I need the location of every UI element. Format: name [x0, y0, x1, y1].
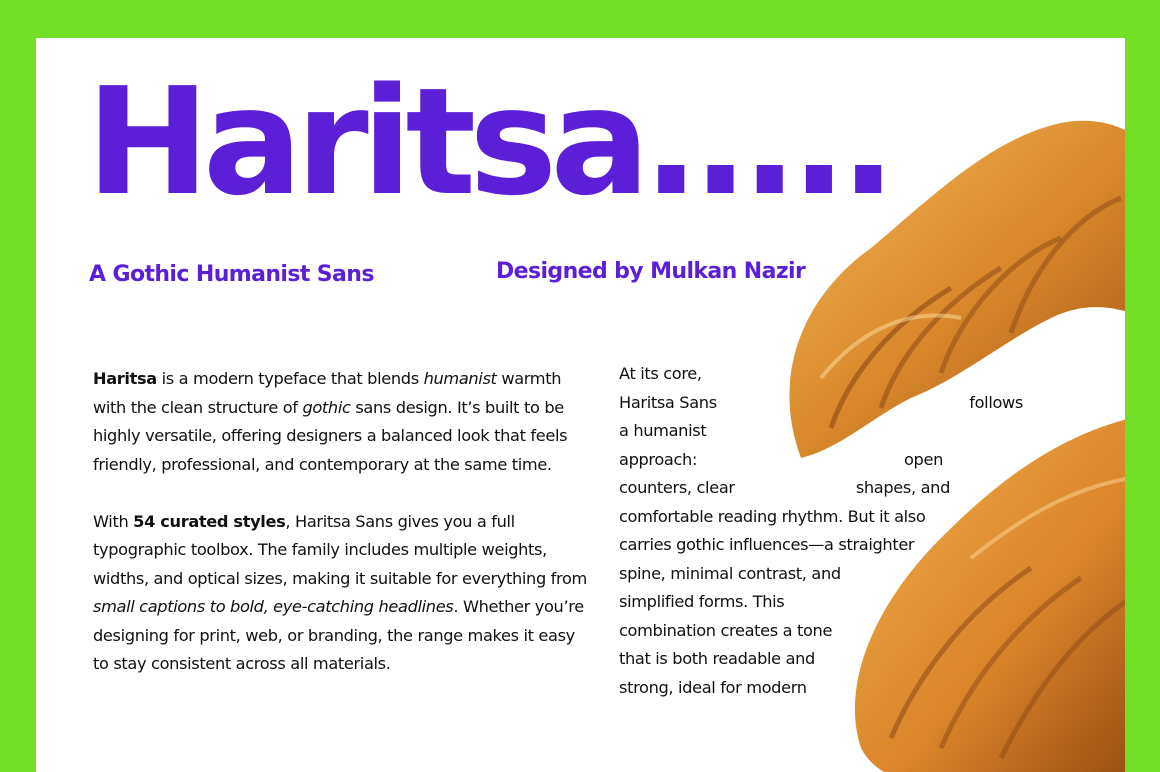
- text-run: . Whether you’re designing for print, web, or branding, the range makes it easy to stay consistent across all materials.: [93, 597, 584, 673]
- text-run: strong, ideal for modern: [619, 677, 807, 697]
- text-line: [619, 446, 943, 475]
- text-run: spine, minimal contrast, and: [619, 563, 841, 583]
- text-run: Haritsa Sans: [619, 392, 717, 412]
- poster-panel: [36, 38, 1125, 772]
- text-run: simplified forms. This: [619, 592, 785, 611]
- text-run: a humanist: [619, 421, 707, 440]
- text-run: carries gothic influences—a straighter: [619, 535, 915, 554]
- text-run: counters, clear: [619, 478, 735, 497]
- core-column: [619, 360, 1023, 702]
- text-run: At its core,: [619, 364, 702, 383]
- text-run: open: [904, 449, 943, 469]
- text-italic: humanist: [423, 369, 497, 388]
- text-line: [619, 531, 979, 560]
- text-line: [619, 417, 979, 446]
- text-line: [619, 645, 979, 674]
- text-run: follows: [969, 392, 1023, 412]
- text-run: combination creates a tone: [619, 620, 833, 640]
- styles-paragraph: [93, 508, 593, 679]
- text-line: [619, 617, 979, 646]
- text-run: shapes, and: [855, 478, 950, 497]
- designer-credit: Designed by Mulkan Nazir: [496, 259, 806, 284]
- text-bold: 54 curated styles: [133, 511, 286, 531]
- text-run: , Haritsa Sans gives you a full typographic toolbox. The family includes multiple weights, widths, and optical sizes, making it suitable for everything from: [93, 511, 587, 588]
- text-line: [619, 503, 979, 532]
- brand-name-bold: Haritsa: [93, 369, 157, 388]
- text-line: [619, 560, 979, 589]
- text-line: [619, 474, 950, 503]
- text-run: warmth with the clean structure of: [93, 369, 562, 417]
- text-italic: gothic: [302, 397, 351, 417]
- typeface-title: Haritsa.....: [86, 56, 890, 228]
- text-line: [619, 588, 979, 617]
- text-line: [619, 674, 979, 703]
- text-run: sans design. It’s built to be highly versatile, offering designers a balanced look that feels friendly, professional, and contemporary at the same time.: [93, 397, 568, 474]
- text-line: [619, 389, 1023, 418]
- text-run: With: [93, 511, 134, 531]
- text-run: approach:: [619, 449, 698, 469]
- intro-paragraph: [93, 365, 593, 479]
- text-italic: small captions to bold, eye-catching headlines: [93, 597, 454, 616]
- tagline: A Gothic Humanist Sans: [89, 262, 374, 287]
- intro-column: [93, 365, 593, 679]
- text-run: is a modern typeface that blends: [156, 369, 424, 388]
- text-line: [619, 360, 979, 389]
- text-run: comfortable reading rhythm. But it also: [619, 506, 926, 526]
- text-run: that is both readable and: [619, 649, 815, 668]
